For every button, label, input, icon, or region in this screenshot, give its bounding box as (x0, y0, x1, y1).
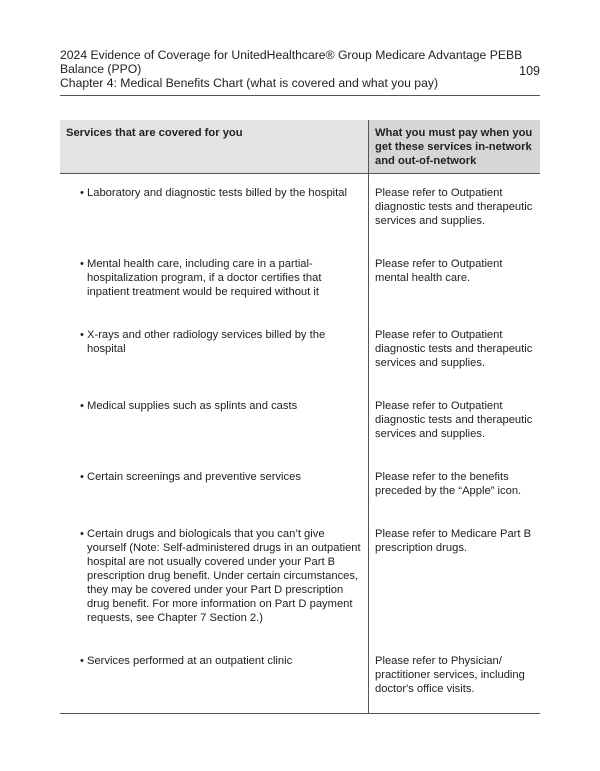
table-row (60, 458, 540, 515)
payment-cell: Please refer to Outpatient diagnostic tests and therapeutic services and supplies. (369, 387, 541, 458)
service-text: Certain drugs and biologicals that you can’t give yourself (Note: Self-administered drugs in an outpatient hospital are not usually covered under your Part B prescription drug benefit. Under certain circumstances, they may be covered under your Part D prescription drug benefit. For more information on Part D payment requests, see Chapter 7 Section 2.) (87, 528, 361, 624)
service-cell (60, 515, 369, 642)
service-text: Services performed at an outpatient clinic (87, 655, 293, 667)
payment-cell: Please refer to Outpatient mental health care. (369, 245, 541, 316)
column-header-services: Services that are covered for you (60, 120, 369, 174)
table-row (60, 174, 540, 246)
bullet: • (80, 329, 84, 341)
page-number: 109 (519, 64, 540, 78)
bullet: • (80, 655, 84, 667)
service-text: Mental health care, including care in a partial-hospitalization program, if a doctor certifies that inpatient treatment would be required without it (87, 258, 322, 298)
payment-cell: Please refer to the benefits preceded by the “Apple” icon. (369, 458, 541, 515)
table-row (60, 387, 540, 458)
table-row (60, 245, 540, 316)
bullet: • (80, 400, 84, 412)
bullet: • (80, 258, 84, 270)
payment-cell: Please refer to Outpatient diagnostic tests and therapeutic services and supplies. (369, 174, 541, 246)
payment-cell: Please refer to Outpatient diagnostic tests and therapeutic services and supplies. (369, 316, 541, 387)
service-text: Certain screenings and preventive services (87, 471, 301, 483)
bullet: • (80, 528, 84, 540)
table-row (60, 642, 540, 714)
table-row (60, 515, 540, 642)
service-cell (60, 245, 369, 316)
header-divider (60, 95, 540, 96)
service-cell (60, 174, 369, 246)
service-text: X-rays and other radiology services billed by the hospital (87, 329, 326, 355)
service-cell (60, 387, 369, 458)
document-title: 2024 Evidence of Coverage for UnitedHealthcare® Group Medicare Advantage PEBB Balance (PPO) (60, 48, 523, 76)
table-row (60, 316, 540, 387)
payment-cell: Please refer to Physician/ practitioner services, including doctor's office visits. (369, 642, 541, 714)
chapter-title: Chapter 4: Medical Benefits Chart (what is covered and what you pay) (60, 76, 439, 90)
service-cell (60, 316, 369, 387)
bullet: • (80, 187, 84, 199)
bullet: • (80, 471, 84, 483)
service-text: Laboratory and diagnostic tests billed by the hospital (87, 187, 347, 199)
running-header (60, 48, 540, 90)
column-header-payment: What you must pay when you get these services in-network and out-of-network (369, 120, 541, 174)
service-cell (60, 642, 369, 714)
benefits-table (60, 120, 540, 714)
service-cell (60, 458, 369, 515)
service-text: Medical supplies such as splints and casts (87, 400, 298, 412)
payment-cell: Please refer to Medicare Part B prescription drugs. (369, 515, 541, 642)
